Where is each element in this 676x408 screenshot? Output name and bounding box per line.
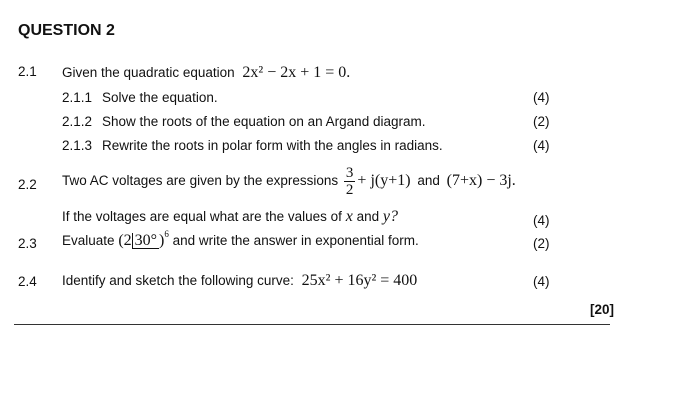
q2-2-var-x: x [345, 208, 353, 225]
q2-3-expr-close: ) [159, 232, 165, 249]
q2-3-angle: 30° [132, 233, 159, 249]
q2-2-line2-text: If the voltages are equal what are the values of [62, 209, 342, 224]
q2-2-number: 2.2 [18, 177, 37, 192]
q2-2-and-text: and [356, 209, 380, 224]
q2-1-equation [242, 64, 350, 81]
q2-4-text: Identify and sketch the following curve: [62, 273, 294, 288]
q2-1-equation-text: 2x² − 2x + 1 = 0. [242, 64, 351, 81]
q2-3-expression [118, 228, 169, 249]
q2-4-number: 2.4 [18, 274, 37, 289]
q2-1-1-text: Solve the equation. [102, 90, 218, 105]
q2-2-var-y: y? [382, 208, 398, 225]
q2-2-fraction [344, 165, 356, 198]
q2-4-marks: (4) [533, 274, 550, 289]
q2-2-marks: (4) [533, 213, 550, 228]
q2-2-text: Two AC voltages are given by the expressions [62, 173, 339, 189]
q2-1-number: 2.1 [18, 64, 37, 79]
q2-2-line [62, 165, 516, 198]
q2-3-text-before: Evaluate [62, 233, 115, 248]
q2-3-line [62, 228, 419, 250]
q2-2-expr1-rest: + j(y+1) [357, 172, 411, 190]
q2-1-3-text: Rewrite the roots in polar form with the angles in radians. [102, 138, 443, 153]
q2-3-text-after: and write the answer in exponential form. [172, 233, 419, 248]
q2-1-1-number: 2.1.1 [62, 90, 93, 105]
q2-1-2-number: 2.1.2 [62, 114, 93, 129]
q2-3-number: 2.3 [18, 236, 37, 251]
q2-1-line [62, 64, 350, 82]
q2-2-line2 [62, 208, 398, 226]
q2-1-3-number: 2.1.3 [62, 138, 93, 153]
q2-2-fraction-numerator: 3 [345, 165, 354, 181]
q2-2-fraction-denominator: 2 [345, 182, 354, 198]
q2-4-line [62, 272, 417, 290]
q2-4-equation: 25x² + 16y² = 400 [301, 272, 418, 289]
q2-3-power: 6 [164, 228, 169, 239]
q2-2-and: and [417, 173, 440, 189]
question-total: [20] [590, 302, 615, 317]
q2-3-expr-open: (2 [118, 232, 132, 249]
q2-1-3-marks: (4) [533, 138, 550, 153]
q2-1-2-text: Show the roots of the equation on an Argand diagram. [102, 114, 426, 129]
q2-3-marks: (2) [533, 236, 550, 251]
q2-1-1-marks: (4) [533, 90, 550, 105]
question-title: QUESTION 2 [18, 22, 115, 39]
divider [14, 324, 610, 325]
q2-1-text: Given the quadratic equation [62, 65, 235, 80]
q2-1-2-marks: (2) [533, 114, 550, 129]
q2-2-expr2: (7+x) − 3j. [446, 172, 516, 190]
